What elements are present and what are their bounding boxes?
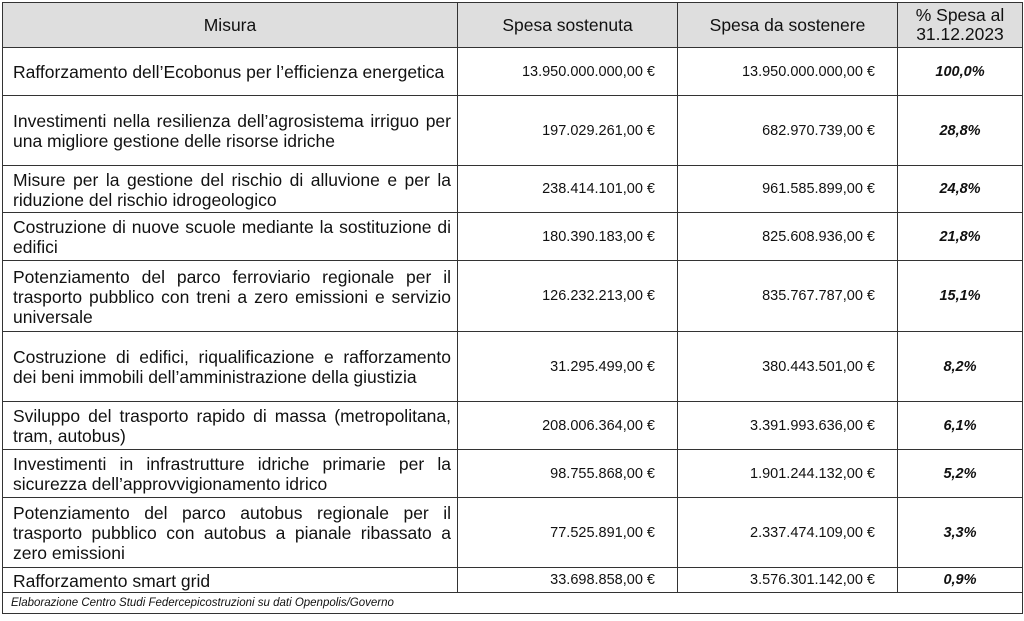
to-spend-cell: 961.585.899,00 € — [678, 166, 898, 213]
to-spend-cell: 3.391.993.636,00 € — [678, 402, 898, 450]
measure-cell: Potenziamento del parco autobus regionale per il trasporto pubblico con autobus a pianale ribassato a zero emissioni — [3, 498, 458, 568]
spent-cell: 238.414.101,00 € — [458, 166, 678, 213]
percent-cell: 3,3% — [898, 498, 1023, 568]
percent-cell: 15,1% — [898, 261, 1023, 332]
table-row — [3, 498, 1023, 568]
measure-cell: Potenziamento del parco ferroviario regionale per il trasporto pubblico con treni a zero emissioni e servizio universale — [3, 261, 458, 332]
to-spend-cell: 1.901.244.132,00 € — [678, 450, 898, 498]
spent-cell: 13.950.000.000,00 € — [458, 48, 678, 96]
measure-cell: Misure per la gestione del rischio di alluvione e per la riduzione del rischio idrogeologico — [3, 166, 458, 213]
spent-cell: 180.390.183,00 € — [458, 213, 678, 261]
measure-cell: Investimenti nella resilienza dell’agrosistema irriguo per una migliore gestione delle risorse idriche — [3, 96, 458, 166]
spent-cell: 77.525.891,00 € — [458, 498, 678, 568]
source-row — [3, 593, 1023, 614]
source-note: Elaborazione Centro Studi Federcepicostruzioni su dati Openpolis/Governo — [3, 593, 1023, 614]
measure-cell: Costruzione di edifici, riqualificazione e rafforzamento dei beni immobili dell’amministrazione della giustizia — [3, 332, 458, 402]
table-row — [3, 332, 1023, 402]
table-row — [3, 48, 1023, 96]
percent-cell: 6,1% — [898, 402, 1023, 450]
spent-cell: 126.232.213,00 € — [458, 261, 678, 332]
to-spend-cell: 825.608.936,00 € — [678, 213, 898, 261]
percent-cell: 100,0% — [898, 48, 1023, 96]
measure-cell: Costruzione di nuove scuole mediante la sostituzione di edifici — [3, 213, 458, 261]
to-spend-cell: 13.950.000.000,00 € — [678, 48, 898, 96]
percent-cell: 28,8% — [898, 96, 1023, 166]
spent-cell: 31.295.499,00 € — [458, 332, 678, 402]
percent-cell: 24,8% — [898, 166, 1023, 213]
measure-cell: Sviluppo del trasporto rapido di massa (metropolitana, tram, autobus) — [3, 402, 458, 450]
table-row — [3, 166, 1023, 213]
to-spend-cell: 835.767.787,00 € — [678, 261, 898, 332]
measure-cell: Investimenti in infrastrutture idriche primarie per la sicurezza dell’approvvigionamento idrico — [3, 450, 458, 498]
percent-cell: 0,9% — [898, 568, 1023, 593]
table-row — [3, 450, 1023, 498]
spent-cell: 33.698.858,00 € — [458, 568, 678, 593]
table-row — [3, 96, 1023, 166]
to-spend-cell: 682.970.739,00 € — [678, 96, 898, 166]
spent-cell: 98.755.868,00 € — [458, 450, 678, 498]
header-spent: Spesa sostenuta — [458, 3, 678, 48]
table-row — [3, 213, 1023, 261]
to-spend-cell: 3.576.301.142,00 € — [678, 568, 898, 593]
spent-cell: 197.029.261,00 € — [458, 96, 678, 166]
to-spend-cell: 380.443.501,00 € — [678, 332, 898, 402]
header-to-spend: Spesa da sostenere — [678, 3, 898, 48]
measure-cell: Rafforzamento dell’Ecobonus per l’efficienza energetica — [3, 48, 458, 96]
to-spend-cell: 2.337.474.109,00 € — [678, 498, 898, 568]
table-row — [3, 261, 1023, 332]
measure-cell: Rafforzamento smart grid — [3, 568, 458, 593]
header-measure: Misura — [3, 3, 458, 48]
percent-cell: 21,8% — [898, 213, 1023, 261]
table-header-row — [3, 3, 1023, 48]
percent-cell: 5,2% — [898, 450, 1023, 498]
spent-cell: 208.006.364,00 € — [458, 402, 678, 450]
percent-cell: 8,2% — [898, 332, 1023, 402]
header-percent: % Spesa al 31.12.2023 — [898, 3, 1023, 48]
spending-table — [2, 2, 1023, 614]
table-row — [3, 568, 1023, 593]
table-row — [3, 402, 1023, 450]
